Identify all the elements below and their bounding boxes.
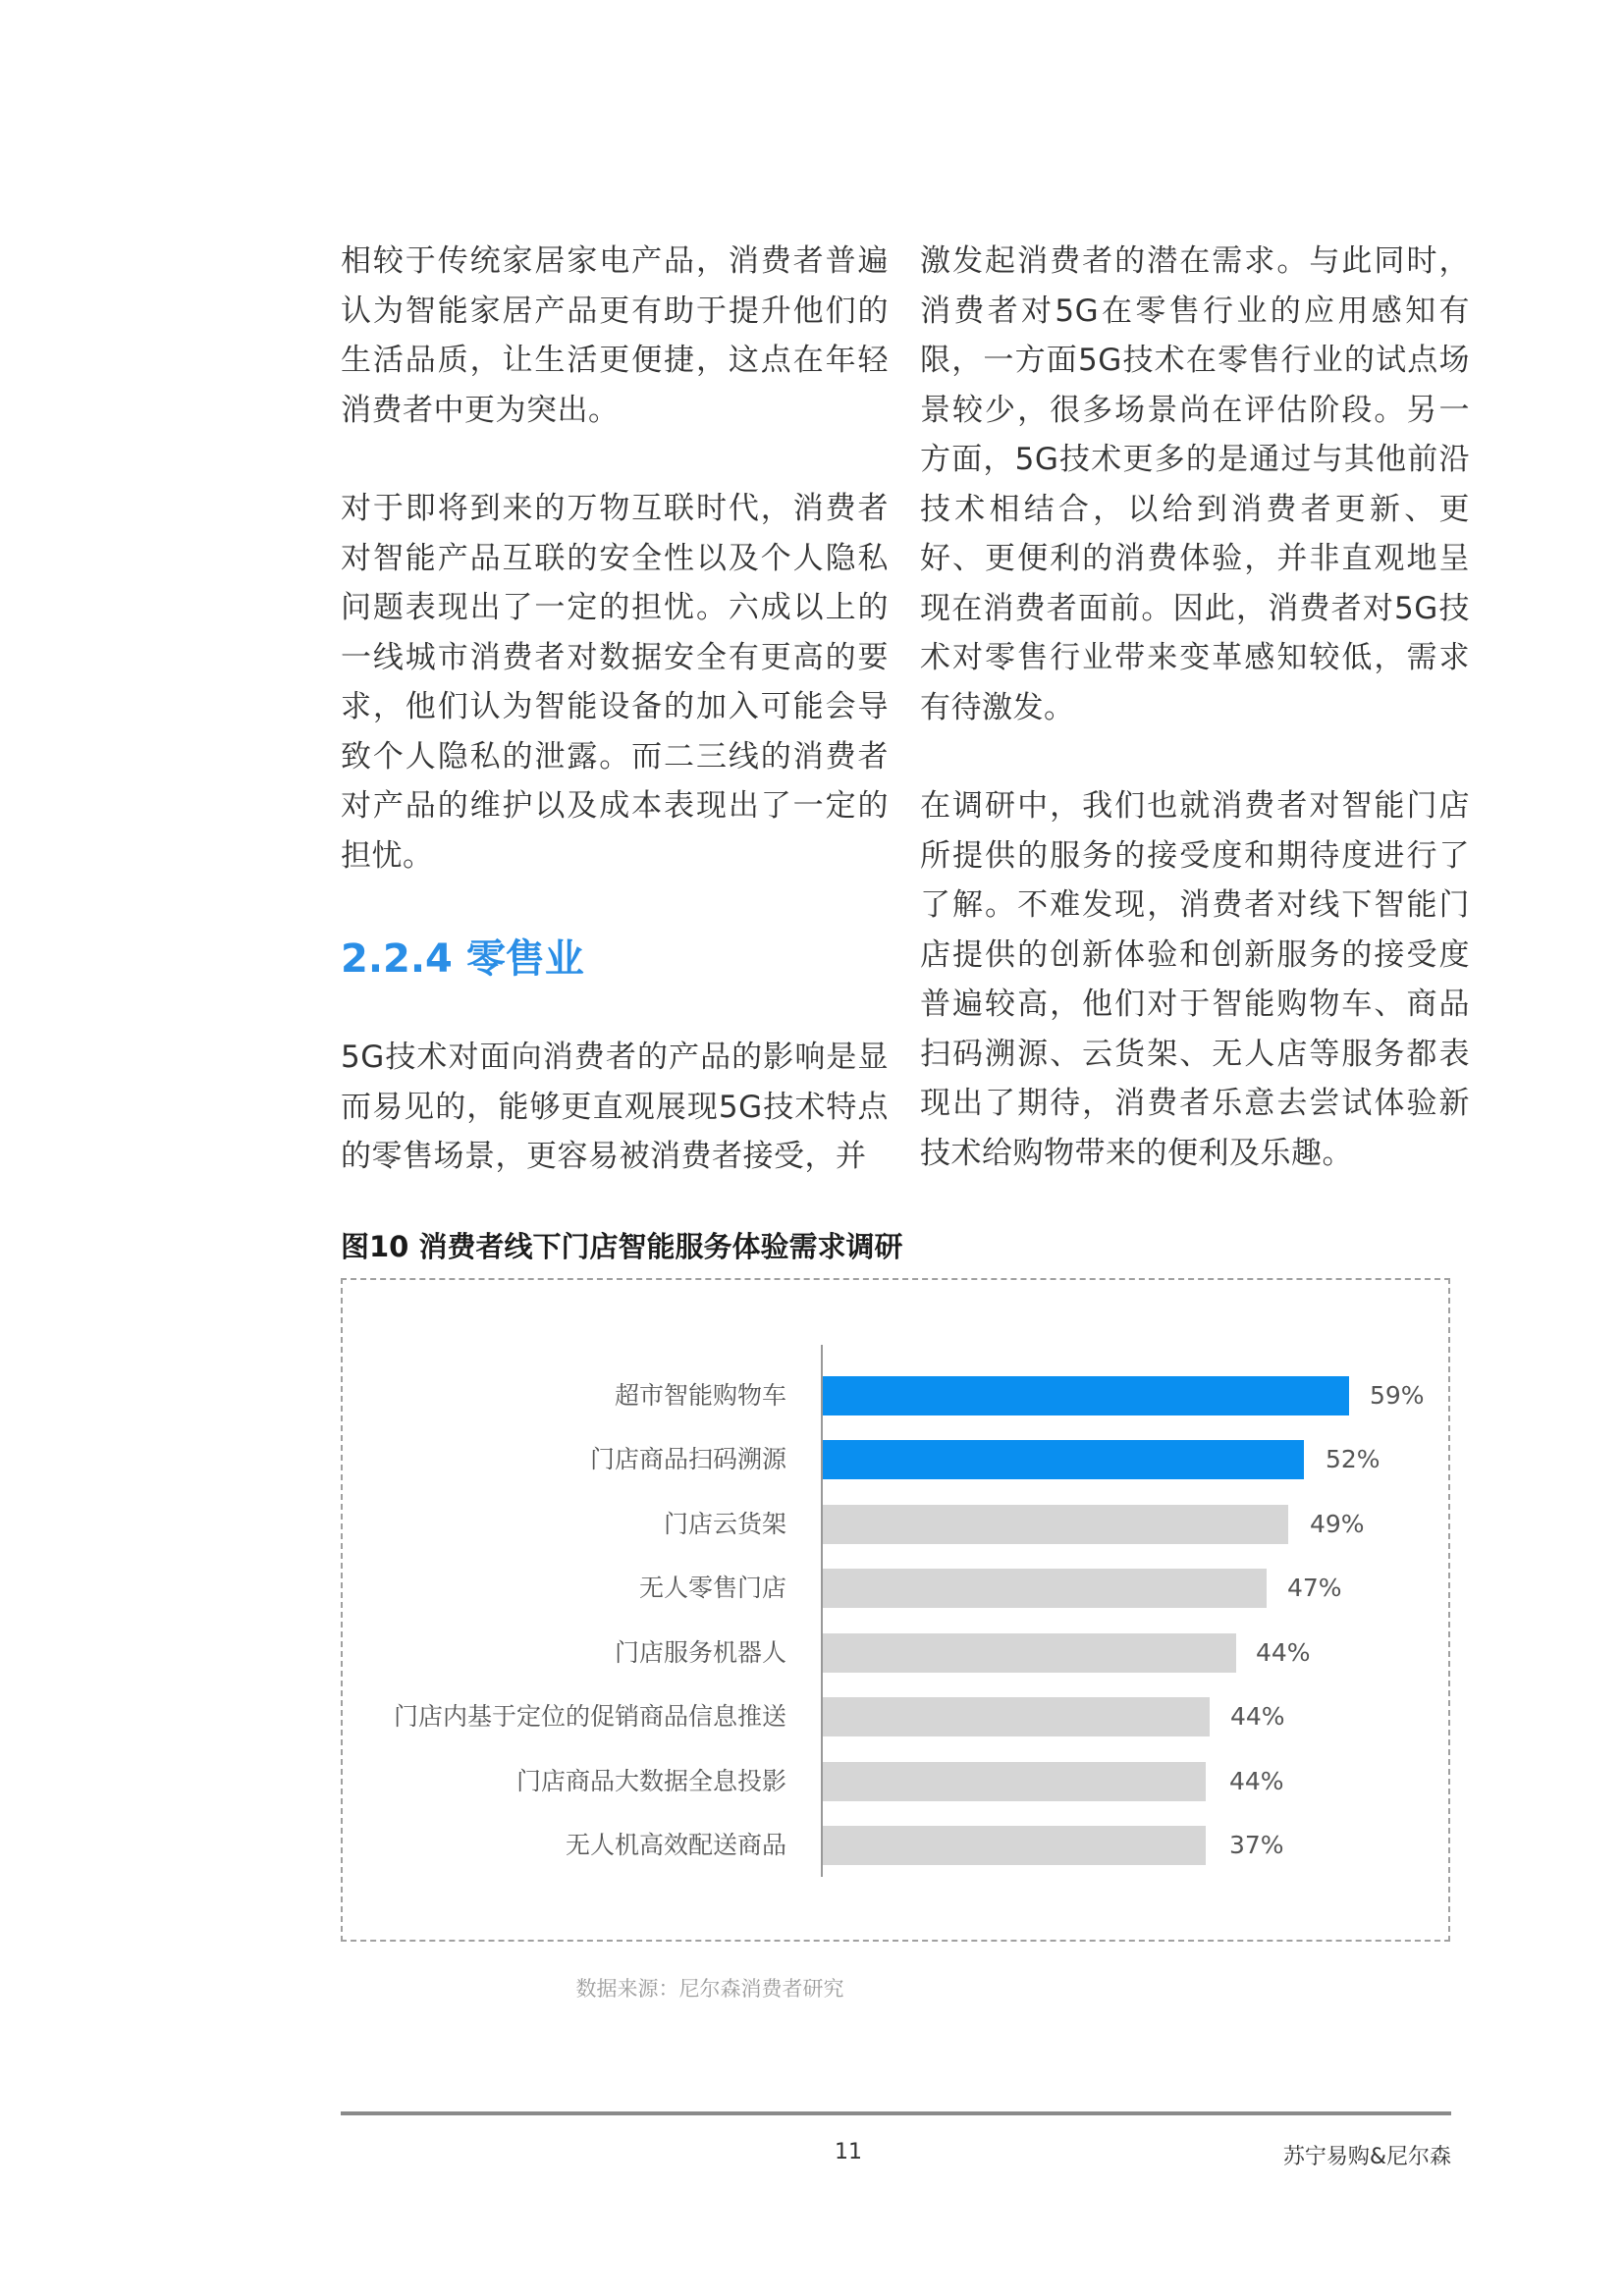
bar-category-label: 超市智能购物车 bbox=[614, 1381, 786, 1410]
bar-value-label: 44% bbox=[1256, 1638, 1311, 1667]
bar-value-label: 49% bbox=[1310, 1510, 1365, 1538]
bar bbox=[823, 1697, 1210, 1736]
bar-value-label: 59% bbox=[1370, 1381, 1425, 1410]
bar bbox=[823, 1440, 1304, 1479]
chart-bar-row bbox=[0, 1569, 1624, 1608]
footer-divider bbox=[341, 2111, 1451, 2115]
figure-title: 图10 消费者线下门店智能服务体验需求调研 bbox=[341, 1230, 903, 1263]
bar-category-label: 门店云货架 bbox=[663, 1510, 786, 1538]
section-heading: 2.2.4 零售业 bbox=[341, 936, 584, 982]
bar-value-label: 47% bbox=[1287, 1574, 1342, 1602]
bar-category-label: 门店服务机器人 bbox=[614, 1638, 786, 1667]
bar bbox=[823, 1762, 1206, 1801]
chart-bar-row bbox=[0, 1697, 1624, 1736]
paragraph: 激发起消费者的潜在需求。与此同时，消费者对5G在零售行业的应用感知有限，一方面5G技术在零售行业的试点场景较少，很多场景尚在评估阶段。另一方面，5G技术更多的是通过与其他前沿技术相结合，以给到消费者更新、更好、更便利的消费体验，并非直观地呈现在消费者面前。因此，消费者对5G技术对零售行业带来变革感知较低，需求有待激发。 bbox=[920, 243, 1470, 725]
bar-value-label: 37% bbox=[1229, 1831, 1284, 1859]
left-column bbox=[341, 237, 889, 1182]
chart-bar-row bbox=[0, 1826, 1624, 1865]
bar-category-label: 门店商品扫码溯源 bbox=[589, 1445, 786, 1473]
bar bbox=[823, 1569, 1267, 1608]
paragraph: 在调研中，我们也就消费者对智能门店所提供的服务的接受度和期待度进行了了解。不难发现，消费者对线下智能门店提供的创新体验和创新服务的接受度普遍较高，他们对于智能购物车、商品扫码溯源、云货架、无人店等服务都表现出了期待，消费者乐意去尝试体验新技术给购物带来的便利及乐趣。 bbox=[920, 788, 1470, 1171]
chart-bar-row bbox=[0, 1376, 1624, 1415]
bar-value-label: 44% bbox=[1230, 1702, 1285, 1731]
right-column bbox=[920, 237, 1470, 1178]
chart-bar-row bbox=[0, 1505, 1624, 1544]
bar-value-label: 44% bbox=[1229, 1767, 1284, 1795]
chart-bar-row bbox=[0, 1762, 1624, 1801]
bar-category-label: 无人零售门店 bbox=[638, 1574, 786, 1602]
bar bbox=[823, 1505, 1288, 1544]
bar bbox=[823, 1826, 1206, 1865]
chart-bar-row bbox=[0, 1440, 1624, 1479]
bar bbox=[823, 1376, 1349, 1415]
bar-category-label: 无人机高效配送商品 bbox=[565, 1831, 786, 1859]
bar-category-label: 门店商品大数据全息投影 bbox=[515, 1767, 786, 1795]
page-number: 11 bbox=[835, 2140, 862, 2164]
paragraph: 对于即将到来的万物互联时代，消费者对智能产品互联的安全性以及个人隐私问题表现出了一定的担忧。六成以上的一线城市消费者对数据安全有更高的要求，他们认为智能设备的加入可能会导致个人隐私的泄露。而二三线的消费者对产品的维护以及成本表现出了一定的担忧。 bbox=[341, 491, 889, 874]
footer-brand: 苏宁易购&尼尔森 bbox=[1282, 2145, 1451, 2169]
figure-source: 数据来源：尼尔森消费者研究 bbox=[575, 1977, 844, 2001]
bar-value-label: 52% bbox=[1326, 1445, 1380, 1473]
paragraph: 相较于传统家居家电产品，消费者普遍认为智能家居产品更有助于提升他们的生活品质，让生活更便捷，这点在年轻消费者中更为突出。 bbox=[341, 243, 889, 428]
bar bbox=[823, 1633, 1236, 1673]
bar-category-label: 门店内基于定位的促销商品信息推送 bbox=[393, 1702, 786, 1731]
paragraph: 5G技术对面向消费者的产品的影响是显而易见的，能够更直观展现5G技术特点的零售场景，更容易被消费者接受，并 bbox=[341, 1040, 889, 1174]
chart-bar-row bbox=[0, 1633, 1624, 1673]
